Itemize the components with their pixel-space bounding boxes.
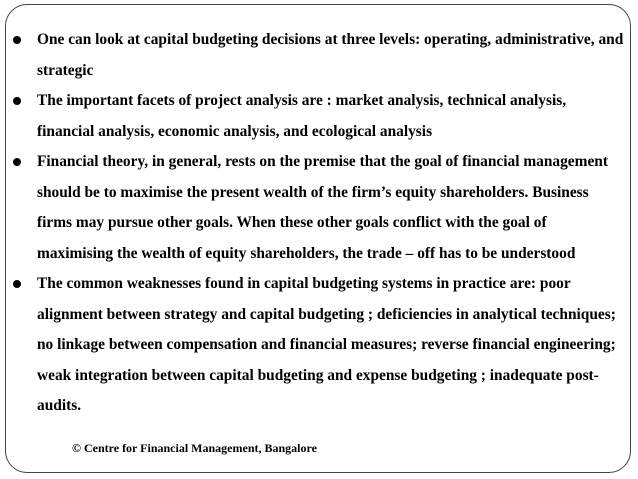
bullet-text: The important facets of project analysis are : market analysis, technical analysis, financial analysis, economic analysis, and ecological analysis: [37, 92, 567, 140]
bullet-dot-icon: [13, 280, 21, 288]
bullet-list: [12, 25, 624, 422]
footer-copyright: © Centre for Financial Management, Bangalore: [72, 441, 317, 455]
bullet-item: [12, 25, 624, 86]
bullet-item: [12, 86, 624, 147]
bullet-dot-icon: [13, 97, 21, 105]
bullet-text: One can look at capital budgeting decisions at three levels: operating, administrative, and strategic: [37, 31, 624, 79]
bullet-text: Financial theory, in general, rests on the premise that the goal of financial management should be to maximise the present wealth of the firm’s equity shareholders. Business firms may pursue other goals. When these other goals conflict with the goal of maximising the wealth of equity shareholders, the trade – off has to be understood: [37, 153, 608, 262]
bullet-text: The common weaknesses found in capital budgeting systems in practice are: poor alignment between strategy and capital budgeting ; deficiencies in analytical techniques; no linkage between compensation and financial measures; reverse financial engineering; weak integration between capital budgeting and expense budgeting ; inadequate post-audits.: [37, 275, 616, 414]
bullet-item: [12, 269, 624, 422]
bullet-dot-icon: [13, 158, 21, 166]
bullet-item: [12, 147, 624, 269]
bullet-dot-icon: [13, 36, 21, 44]
